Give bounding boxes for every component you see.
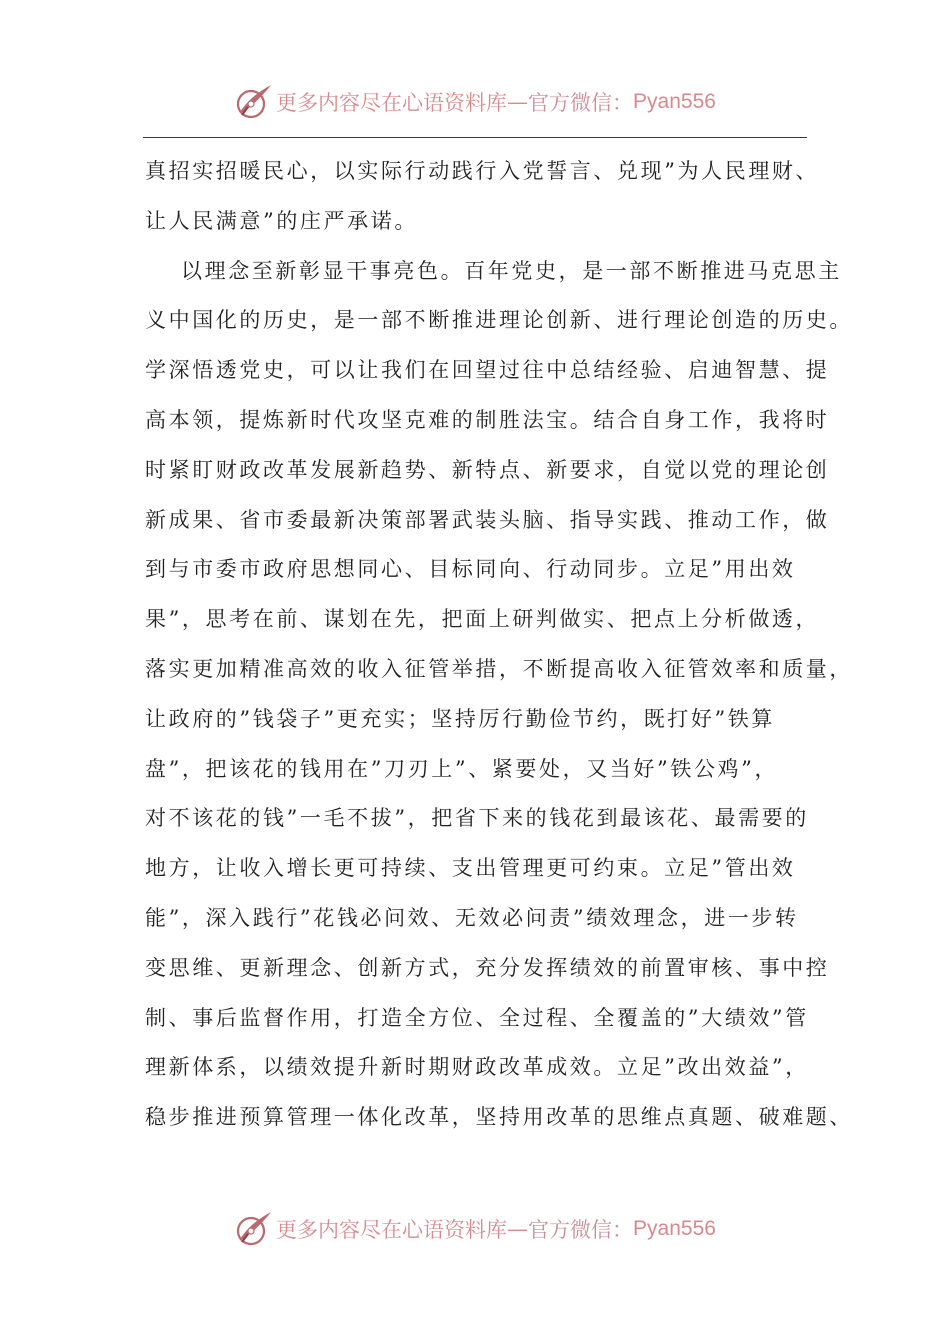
text-line: 到与市委市政府思想同心、目标同向、行动同步。立足”用出效 — [145, 557, 796, 582]
text-line: 让政府的”钱袋子”更充实；坚持厉行勤俭节约，既打好”铁算 — [145, 706, 776, 731]
banner-dash: — — [507, 90, 529, 114]
banner-slogan: 更多内容尽在心语资料库 — [276, 91, 508, 115]
text-line: 学深悟透党史，可以让我们在回望过往中总结经验、启迪智慧、提 — [145, 358, 830, 383]
quill-pen-logo-icon — [234, 1209, 274, 1249]
text-line: 制、事后监督作用，打造全方位、全过程、全覆盖的”大绩效”管 — [145, 1005, 809, 1030]
text-line: 真招实招暖民心，以实际行动践行入党誓言、兑现”为人民理财、 — [145, 159, 820, 183]
banner-wechat-id: Pyan556 — [633, 1217, 716, 1240]
text-line: 义中国化的历史，是一部不断推进理论创新、进行理论创造的历史。 — [145, 308, 853, 333]
banner-wechat-label: 官方微信： — [528, 91, 634, 115]
banner-wechat-label: 官方微信： — [528, 1218, 634, 1242]
text-line: 能”，深入践行”花钱必问效、无效必问责”绩效理念，进一步转 — [145, 905, 799, 930]
text-line: 落实更加精准高效的收入征管举措，不断提高收入征管效率和质量， — [145, 656, 853, 681]
text-line: 对不该花的钱”一毛不拔”，把省下来的钱花到最该花、最需要的 — [145, 806, 809, 831]
text-line: 稳步推进预算管理一体化改革，坚持用改革的思维点真题、破难题、 — [145, 1105, 853, 1130]
footer-banner — [0, 1207, 950, 1251]
text-line: 变思维、更新理念、创新方式，充分发挥绩效的前置审核、事中控 — [145, 955, 830, 980]
banner-slogan: 更多内容尽在心语资料库 — [276, 1218, 508, 1242]
document-body — [145, 147, 853, 1143]
banner-text — [276, 1214, 716, 1244]
text-line: 果”，思考在前、谋划在先，把面上研判做实、把点上分析做透， — [145, 607, 820, 632]
text-line: 理新体系，以绩效提升新时期财政改革成效。立足”改出效益”， — [145, 1055, 809, 1080]
banner-dash: — — [507, 1217, 529, 1241]
header-rule — [143, 137, 807, 138]
text-line: 地方，让收入增长更可持续、支出管理更可约束。立足”管出效 — [145, 856, 796, 881]
header-banner — [0, 80, 950, 124]
text-line: 盘”，把该花的钱用在”刀刃上”、紧要处，又当好”铁公鸡”， — [145, 756, 779, 781]
banner-wechat-id: Pyan556 — [633, 90, 716, 113]
paragraph-start-line: 以理念至新彰显干事亮色。百年党史，是一部不断推进马克思主 — [181, 258, 842, 283]
text-line: 高本领，提炼新时代攻坚克难的制胜法宝。结合自身工作，我将时 — [145, 407, 830, 432]
banner-text — [276, 87, 716, 117]
text-line: 让人民满意”的庄严承诺。 — [145, 208, 418, 233]
quill-pen-logo-icon — [234, 82, 274, 122]
text-line: 新成果、省市委最新决策部署武装头脑、指导实践、推动工作，做 — [145, 507, 830, 532]
text-line: 时紧盯财政改革发展新趋势、新特点、新要求，自觉以党的理论创 — [145, 457, 830, 482]
